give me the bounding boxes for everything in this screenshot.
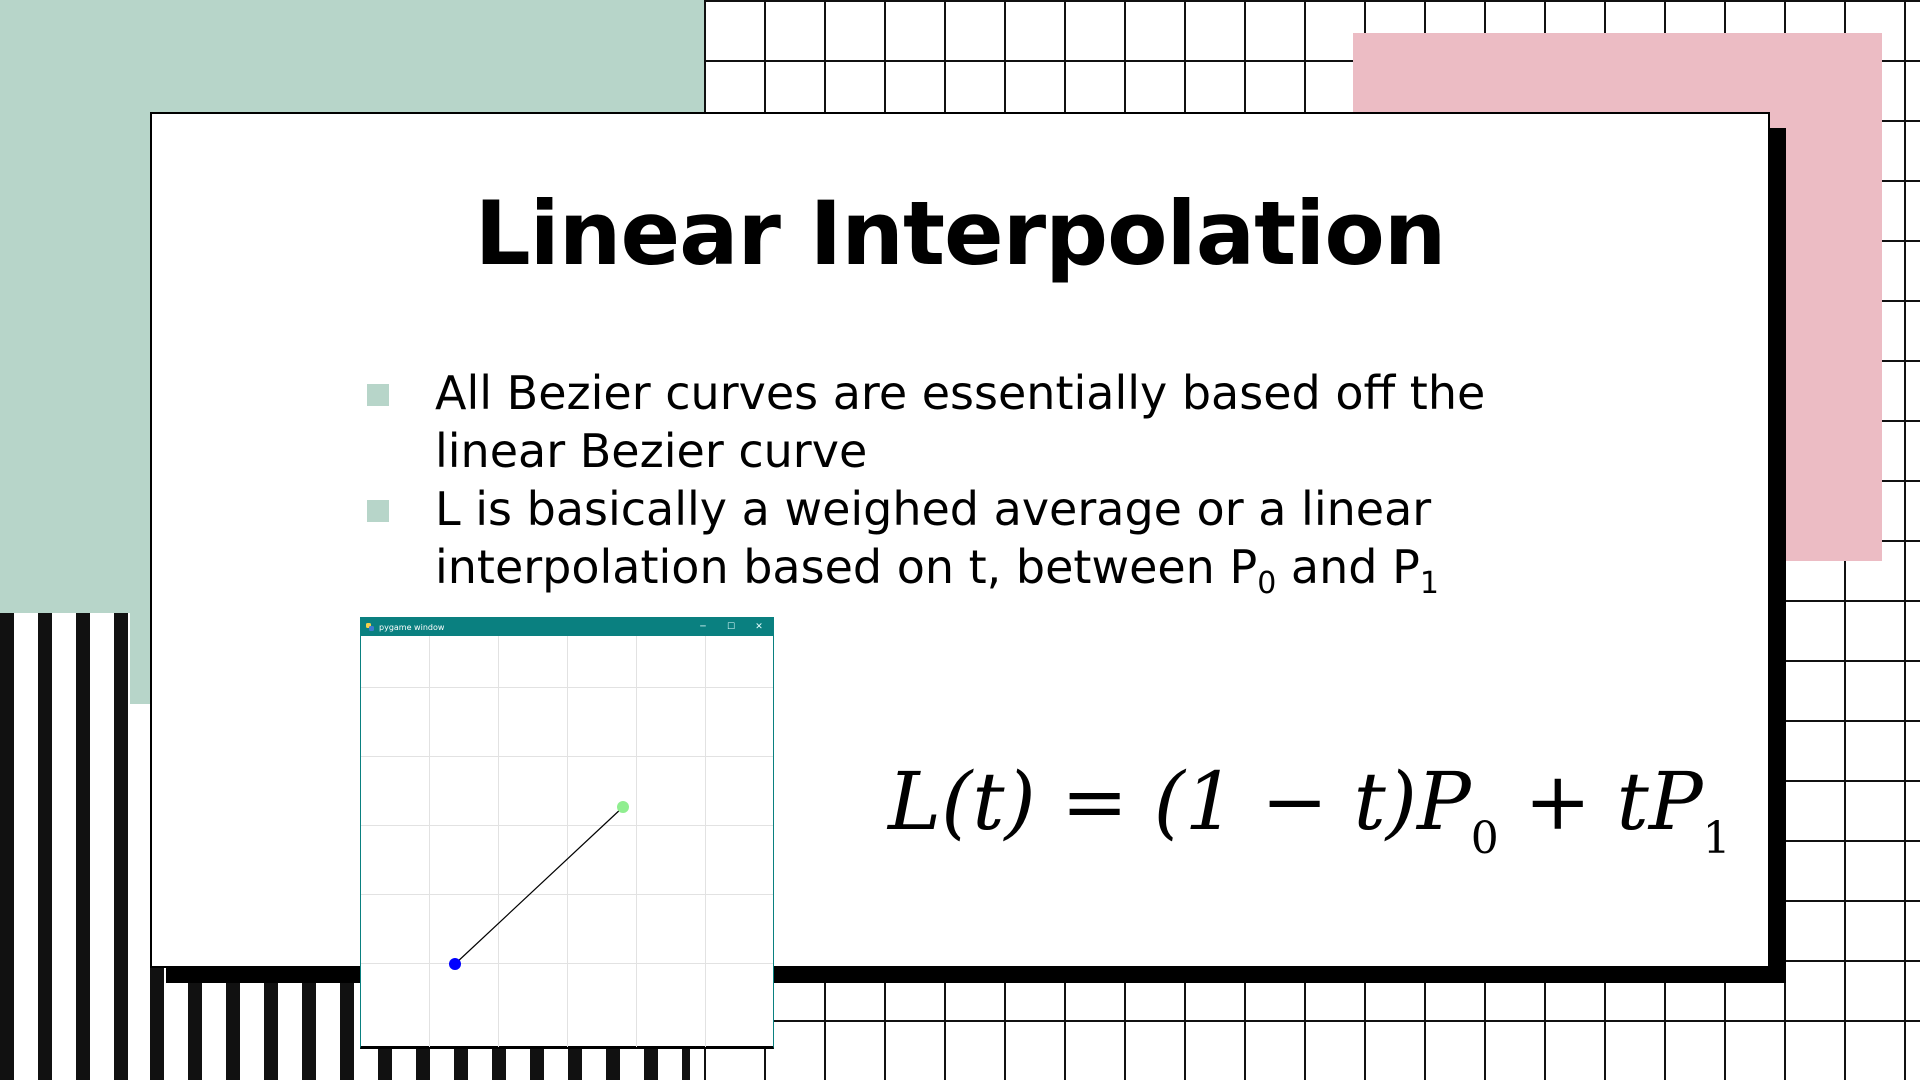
- formula-equals: =: [1035, 755, 1154, 848]
- p0-point[interactable]: [449, 958, 461, 970]
- bullet-text: and P: [1276, 540, 1420, 594]
- bullet-text: All Bezier curves are essentially based off the linear Bezier curve: [435, 366, 1486, 478]
- formula-t: t: [1616, 755, 1649, 848]
- interpolation-line: [455, 807, 623, 964]
- stripes-left: [0, 613, 130, 1080]
- formula-arg: (t): [941, 755, 1036, 848]
- subscript: 0: [1257, 566, 1277, 601]
- formula-sub1: 1: [1702, 813, 1731, 864]
- formula-factor: (1 − t): [1153, 755, 1417, 848]
- window-title: pygame window: [379, 622, 445, 632]
- python-icon: [365, 622, 375, 632]
- p1-point[interactable]: [617, 801, 629, 813]
- minimize-icon[interactable]: ─: [700, 622, 706, 632]
- formula-plus: +: [1498, 755, 1617, 848]
- bullet-item: [362, 364, 1612, 480]
- maximize-icon[interactable]: ☐: [726, 622, 736, 632]
- bullet-square-icon: [367, 384, 389, 406]
- bullet-item: [362, 480, 1612, 601]
- pygame-window: [360, 617, 774, 1049]
- formula-p1: P: [1648, 755, 1703, 848]
- formula-L: L: [888, 755, 942, 848]
- formula: [888, 755, 1731, 864]
- bullet-list: [362, 364, 1612, 601]
- subscript: 1: [1419, 566, 1439, 601]
- formula-sub0: 0: [1470, 813, 1499, 864]
- slide-title: Linear Interpolation: [474, 182, 1446, 285]
- window-titlebar: [361, 618, 773, 636]
- pygame-canvas: [361, 636, 773, 1047]
- bullet-square-icon: [367, 500, 389, 522]
- close-icon[interactable]: ✕: [755, 622, 763, 632]
- bullet-text: L is basically a weighed average or a linear interpolation based on t, between P: [435, 482, 1432, 594]
- formula-p0: P: [1416, 755, 1471, 848]
